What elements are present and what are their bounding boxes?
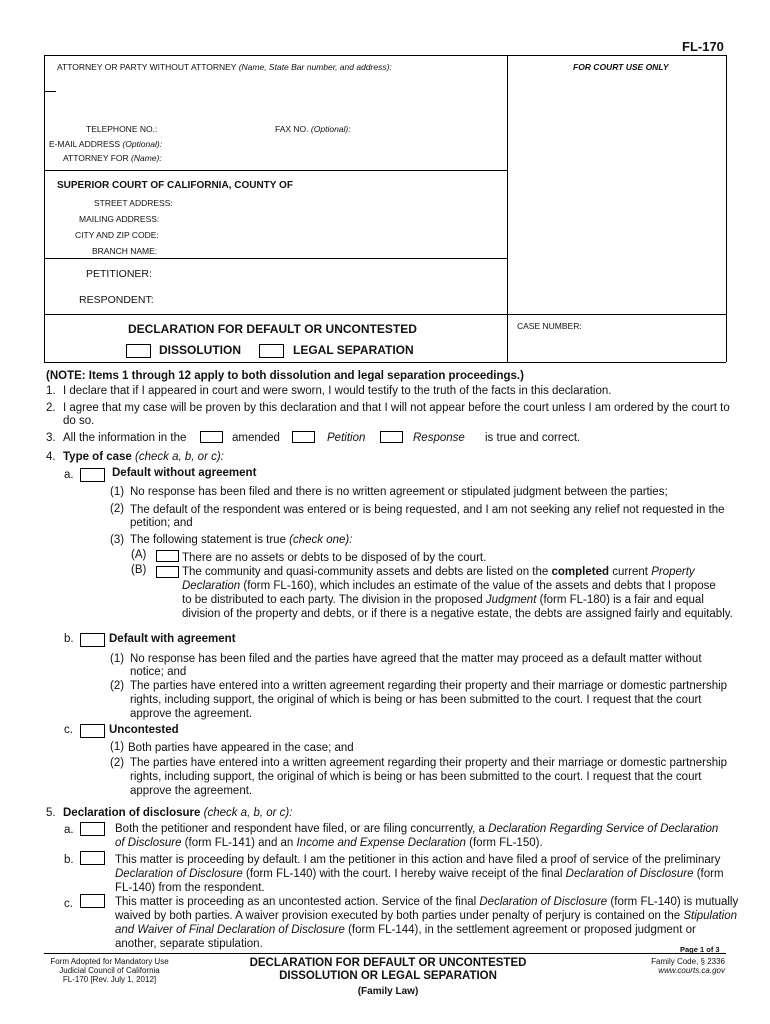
form-id: FL-170	[682, 39, 724, 54]
item-4a-3-B-line-1: The community and quasi-community assets and debts are listed on the completed current Property	[182, 566, 695, 578]
item-4a-title: Default without agreement	[112, 467, 257, 479]
case-number-label: CASE NUMBER:	[517, 321, 582, 331]
courts-url[interactable]: www.courts.ca.gov	[658, 966, 725, 975]
item-4b-title: Default with agreement	[109, 633, 236, 645]
declaration-title: DECLARATION FOR DEFAULT OR UNCONTESTED	[128, 322, 417, 336]
item-4a-3-A-label: (A)	[131, 549, 147, 561]
item-4b-letter: b.	[64, 633, 74, 645]
item-5a-line-1: Both the petitioner and respondent have filed, or are filing concurrently, a Declaration Regarding Service of Declaration	[115, 823, 719, 835]
item-4a-3-B-line-4: division of the property and debts, or if there is a negative estate, the debts are assigned fairly and equitably.	[182, 608, 733, 620]
item-3-amended-checkbox[interactable]	[200, 431, 223, 443]
item-1-text: I declare that if I appeared in court and were sworn, I would testify to the truth of the facts in this declaration.	[63, 385, 612, 397]
petitioner-label: PETITIONER:	[86, 268, 152, 280]
item-5a-checkbox[interactable]	[80, 822, 105, 836]
item-3-petition-checkbox[interactable]	[292, 431, 315, 443]
item-4c-letter: c.	[64, 724, 73, 736]
item-3-response-checkbox[interactable]	[380, 431, 403, 443]
page-number: Page 1 of 3	[680, 945, 720, 954]
item-4c-2-line-1: The parties have entered into a written agreement regarding their property and their marriage or domestic partnership	[130, 757, 728, 769]
item-4c-checkbox[interactable]	[80, 724, 105, 738]
adopted-line-2: Judicial Council of California	[59, 966, 160, 975]
item-4b-2-num: (2)	[110, 680, 125, 692]
item-3-petition: Petition	[327, 432, 366, 444]
email-label: E-MAIL ADDRESS (Optional):	[49, 139, 163, 149]
item-5-number: 5.	[46, 807, 56, 819]
item-4a-3-B-label: (B)	[131, 564, 147, 576]
legal-separation-checkbox[interactable]	[259, 344, 284, 358]
frame-top-line	[44, 55, 726, 56]
item-3-lead: All the information in the	[63, 432, 187, 444]
item-4b-1-line-2: notice; and	[130, 666, 187, 678]
frame-left-line	[44, 55, 45, 362]
court-use-label: FOR COURT USE ONLY	[573, 62, 669, 72]
mailing-address-label: MAILING ADDRESS:	[79, 214, 160, 224]
item-3-tail: is true and correct.	[485, 432, 581, 444]
item-4b-2-line-1: The parties have entered into a written agreement regarding their property and their marriage or domestic partnership	[130, 680, 728, 692]
item-4a-2-line-2: petition; and	[130, 517, 193, 529]
item-1-number: 1.	[46, 385, 56, 397]
item-4c-title: Uncontested	[109, 724, 179, 736]
note: (NOTE: Items 1 through 12 apply to both dissolution and legal separation proceedings.)	[46, 370, 524, 382]
attorney-label: ATTORNEY OR PARTY WITHOUT ATTORNEY (Name, State Bar number, and address):	[57, 62, 392, 72]
item-2-line-1: I agree that my case will be proven by this declaration and that I will not appear before the court unless I am ordered by the court to	[63, 402, 730, 414]
item-5a-line-2: of Disclosure (form FL-141) and an Income and Expense Declaration (form FL-150).	[115, 837, 543, 849]
item-5a-letter: a.	[64, 824, 74, 836]
street-address-label: STREET ADDRESS:	[94, 198, 173, 208]
item-4a-1-text: No response has been filed and there is no written agreement or stipulated judgment between the parties;	[130, 486, 668, 498]
item-5-title: Declaration of disclosure (check a, b, or c):	[63, 807, 293, 819]
respondent-label: RESPONDENT:	[79, 294, 154, 306]
item-4a-3-A-text: There are no assets or debts to be disposed of by the court.	[182, 552, 487, 564]
item-4a-3-B-line-3: to be distributed to each party. The division in the proposed Judgment (form FL-180) is a fair and equal	[182, 594, 704, 606]
item-5c-line-1: This matter is proceeding as an uncontested action. Service of the final Declaration of Disclosure (form FL-140) is mutually	[115, 896, 739, 908]
telephone-label: TELEPHONE NO.:	[86, 124, 158, 134]
parties-section-divider	[44, 314, 726, 315]
item-4c-1-text: Both parties have appeared in the case; and	[128, 742, 354, 754]
item-4c-1-num: (1)	[110, 741, 125, 753]
footer-rule	[44, 953, 726, 954]
attorney-section-divider	[44, 170, 507, 171]
footer-subtitle: (Family Law)	[357, 986, 419, 997]
item-5c-line-4: another, separate stipulation.	[115, 938, 263, 950]
item-4a-3-B-checkbox[interactable]	[156, 566, 179, 578]
dissolution-checkbox[interactable]	[126, 344, 151, 358]
court-section-divider	[44, 258, 507, 259]
item-4a-1-num: (1)	[110, 486, 125, 498]
item-5b-letter: b.	[64, 854, 74, 866]
item-5b-line-2: Declaration of Disclosure (form FL-140) with the court. I hereby waive receipt of the final Declaration of Disclosure (form	[115, 868, 724, 880]
item-4-number: 4.	[46, 451, 56, 463]
item-3-amended: amended	[232, 432, 280, 444]
item-4c-2-line-3: approve the agreement.	[130, 785, 253, 797]
dissolution-label: DISSOLUTION	[159, 343, 242, 357]
footer-title-2: DISSOLUTION OR LEGAL SEPARATION	[279, 970, 497, 982]
branch-name-label: BRANCH NAME:	[92, 246, 158, 256]
item-5b-line-3: FL-140) from the respondent.	[115, 882, 265, 894]
item-4a-3-num: (3)	[110, 534, 125, 546]
footer-title-1: DECLARATION FOR DEFAULT OR UNCONTESTED	[249, 957, 527, 969]
fax-label: FAX NO. (Optional):	[275, 124, 351, 134]
legal-separation-label: LEGAL SEPARATION	[293, 343, 414, 357]
item-4a-2-num: (2)	[110, 503, 125, 515]
attorney-mark	[44, 91, 56, 92]
item-5c-line-2: waived by both parties. A waiver provision executed by both parties under penalty of perjury is contained on the Stipulation	[115, 910, 738, 922]
family-code: Family Code, § 2336	[651, 957, 725, 966]
item-4b-1-line-1: No response has been filed and the parties have agreed that the matter may proceed as a default matter without	[130, 653, 702, 665]
item-4a-2-line-1: The default of the respondent was entered or is being requested, and I am not seeking any relief not requested in the	[130, 504, 725, 516]
item-4b-2-line-2: rights, including support, the original of which is being or has been submitted to the court. I request that the court	[130, 694, 702, 706]
item-4-title: Type of case (check a, b, or c):	[63, 451, 224, 463]
item-4a-letter: a.	[64, 469, 74, 481]
adopted-line-3: FL-170 [Rev. July 1, 2012]	[62, 975, 157, 984]
item-5c-checkbox[interactable]	[80, 894, 105, 908]
item-2-line-2: do so.	[63, 415, 95, 427]
item-4b-checkbox[interactable]	[80, 633, 105, 647]
item-2-number: 2.	[46, 402, 56, 414]
item-4a-3-B-line-2: Declaration (form FL-160), which includes an estimate of the value of the assets and debts that I propose	[182, 580, 716, 592]
item-5b-checkbox[interactable]	[80, 851, 105, 865]
item-5c-line-3: and Waiver of Final Declaration of Disclosure (form FL-144), in the settlement agreement or proposed judgment or	[115, 924, 696, 936]
city-zip-label: CITY AND ZIP CODE:	[75, 230, 159, 240]
item-5b-line-1: This matter is proceeding by default. I am the petitioner in this action and have filed a proof of service of the preliminary	[115, 854, 721, 866]
court-use-divider	[507, 55, 508, 362]
frame-right-line	[726, 55, 727, 362]
court-title: SUPERIOR COURT OF CALIFORNIA, COUNTY OF	[57, 180, 293, 191]
adopted-line-1: Form Adopted for Mandatory Use	[50, 957, 169, 966]
item-4c-2-line-2: rights, including support, the original of which is being or has been submitted to the court. I request that the court	[130, 771, 702, 783]
item-3-number: 3.	[46, 432, 56, 444]
item-4a-3-text: The following statement is true (check one):	[130, 534, 353, 546]
item-4a-3-A-checkbox[interactable]	[156, 550, 179, 562]
item-4c-2-num: (2)	[110, 757, 125, 769]
item-4a-checkbox[interactable]	[80, 468, 105, 482]
attorney-for-label: ATTORNEY FOR (Name):	[63, 153, 162, 163]
item-4b-1-num: (1)	[110, 653, 125, 665]
item-3-response: Response	[413, 432, 465, 444]
item-4b-2-line-3: approve the agreement.	[130, 708, 253, 720]
item-5c-letter: c.	[64, 898, 73, 910]
frame-bottom-line	[44, 362, 726, 363]
